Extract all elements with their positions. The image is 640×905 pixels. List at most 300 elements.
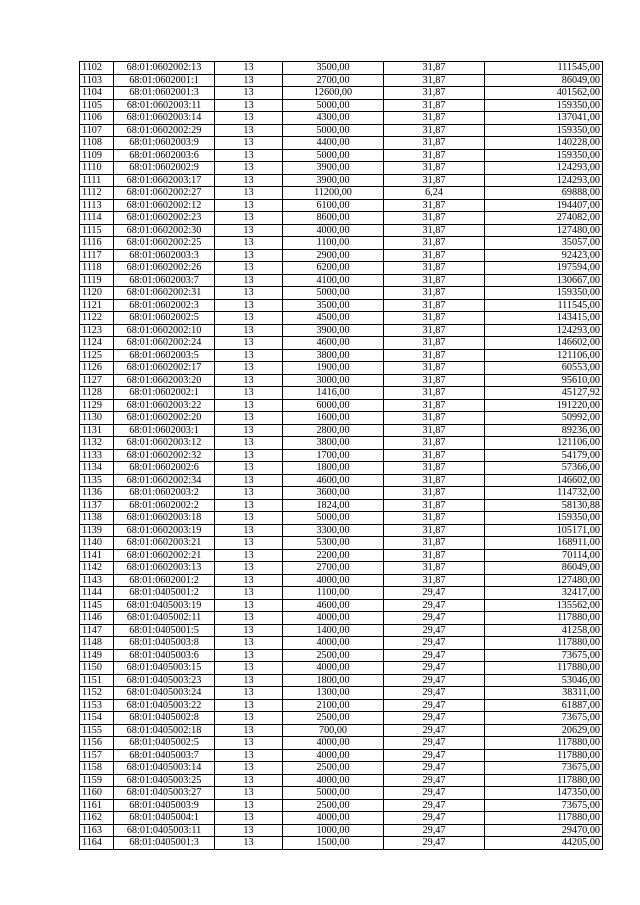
table-row	[80, 574, 603, 587]
amount-value: 61887,00	[485, 699, 603, 712]
row-number: 1138	[80, 512, 114, 525]
category-code: 13	[215, 162, 283, 175]
area-value: 5000,00	[283, 149, 384, 162]
amount-value: 140228,00	[485, 137, 603, 150]
amount-value: 117880,00	[485, 637, 603, 650]
table-row	[80, 287, 603, 300]
cadastral-number: 68:01:0602002:30	[114, 224, 215, 237]
cadastral-number: 68:01:0602002:26	[114, 262, 215, 275]
cadastral-number: 68:01:0602002:2	[114, 499, 215, 512]
table-row	[80, 137, 603, 150]
amount-value: 159350,00	[485, 99, 603, 112]
row-number: 1116	[80, 237, 114, 250]
row-number: 1155	[80, 724, 114, 737]
amount-value: 197594,00	[485, 262, 603, 275]
table-row	[80, 412, 603, 425]
amount-value: 127480,00	[485, 574, 603, 587]
amount-value: 146602,00	[485, 474, 603, 487]
cadastral-number: 68:01:0405003:7	[114, 749, 215, 762]
category-code: 13	[215, 212, 283, 225]
amount-value: 29470,00	[485, 824, 603, 837]
amount-value: 50992,00	[485, 412, 603, 425]
row-number: 1134	[80, 462, 114, 475]
category-code: 13	[215, 749, 283, 762]
cadastral-number: 68:01:0405003:8	[114, 637, 215, 650]
category-code: 13	[215, 149, 283, 162]
rate-value: 31,87	[384, 137, 485, 150]
rate-value: 29,47	[384, 812, 485, 825]
category-code: 13	[215, 262, 283, 275]
rate-value: 31,87	[384, 262, 485, 275]
cadastral-number: 68:01:0405003:22	[114, 699, 215, 712]
cadastral-number: 68:01:0405004:1	[114, 812, 215, 825]
row-number: 1150	[80, 662, 114, 675]
amount-value: 35057,00	[485, 237, 603, 250]
category-code: 13	[215, 124, 283, 137]
table-row	[80, 662, 603, 675]
table-row	[80, 724, 603, 737]
rate-value: 31,87	[384, 412, 485, 425]
cadastral-number: 68:01:0602003:11	[114, 99, 215, 112]
rate-value: 31,87	[384, 287, 485, 300]
row-number: 1151	[80, 674, 114, 687]
table-row	[80, 624, 603, 637]
amount-value: 147350,00	[485, 787, 603, 800]
area-value: 2100,00	[283, 699, 384, 712]
amount-value: 54179,00	[485, 449, 603, 462]
rate-value: 31,87	[384, 524, 485, 537]
row-number: 1128	[80, 387, 114, 400]
amount-value: 159350,00	[485, 512, 603, 525]
row-number: 1163	[80, 824, 114, 837]
row-number: 1125	[80, 349, 114, 362]
rate-value: 31,87	[384, 474, 485, 487]
amount-value: 159350,00	[485, 287, 603, 300]
category-code: 13	[215, 712, 283, 725]
rate-value: 29,47	[384, 599, 485, 612]
amount-value: 124293,00	[485, 324, 603, 337]
area-value: 1100,00	[283, 237, 384, 250]
amount-value: 127480,00	[485, 224, 603, 237]
table-row	[80, 112, 603, 125]
category-code: 13	[215, 649, 283, 662]
row-number: 1111	[80, 174, 114, 187]
category-code: 13	[215, 787, 283, 800]
row-number: 1112	[80, 187, 114, 200]
rate-value: 31,87	[384, 549, 485, 562]
table-row	[80, 424, 603, 437]
amount-value: 130667,00	[485, 274, 603, 287]
area-value: 4000,00	[283, 224, 384, 237]
amount-value: 121106,00	[485, 349, 603, 362]
category-code: 13	[215, 187, 283, 200]
amount-value: 73675,00	[485, 712, 603, 725]
table-row	[80, 787, 603, 800]
row-number: 1160	[80, 787, 114, 800]
amount-value: 117880,00	[485, 612, 603, 625]
row-number: 1148	[80, 637, 114, 650]
category-code: 13	[215, 587, 283, 600]
amount-value: 146602,00	[485, 337, 603, 350]
cadastral-number: 68:01:0405003:9	[114, 799, 215, 812]
area-value: 6200,00	[283, 262, 384, 275]
cadastral-number: 68:01:0602002:34	[114, 474, 215, 487]
category-code: 13	[215, 562, 283, 575]
table-row	[80, 649, 603, 662]
cadastral-number: 68:01:0602001:3	[114, 87, 215, 100]
area-value: 1600,00	[283, 412, 384, 425]
rate-value: 29,47	[384, 837, 485, 850]
table-row	[80, 62, 603, 75]
table-row	[80, 562, 603, 575]
amount-value: 53046,00	[485, 674, 603, 687]
cadastral-number: 68:01:0602002:3	[114, 299, 215, 312]
cadastral-number: 68:01:0602002:20	[114, 412, 215, 425]
table-row	[80, 312, 603, 325]
area-value: 5000,00	[283, 512, 384, 525]
rate-value: 29,47	[384, 799, 485, 812]
amount-value: 111545,00	[485, 62, 603, 75]
category-code: 13	[215, 362, 283, 375]
row-number: 1162	[80, 812, 114, 825]
table-row	[80, 337, 603, 350]
category-code: 13	[215, 99, 283, 112]
category-code: 13	[215, 762, 283, 775]
rate-value: 29,47	[384, 687, 485, 700]
rate-value: 29,47	[384, 662, 485, 675]
area-value: 3500,00	[283, 299, 384, 312]
amount-value: 135562,00	[485, 599, 603, 612]
area-value: 8600,00	[283, 212, 384, 225]
area-value: 2200,00	[283, 549, 384, 562]
rate-value: 29,47	[384, 774, 485, 787]
category-code: 13	[215, 624, 283, 637]
area-value: 12600,00	[283, 87, 384, 100]
rate-value: 31,87	[384, 112, 485, 125]
cadastral-number: 68:01:0602002:27	[114, 187, 215, 200]
rate-value: 31,87	[384, 299, 485, 312]
cadastral-number: 68:01:0602003:22	[114, 399, 215, 412]
table-row	[80, 637, 603, 650]
table-row	[80, 799, 603, 812]
area-value: 2500,00	[283, 799, 384, 812]
row-number: 1115	[80, 224, 114, 237]
row-number: 1157	[80, 749, 114, 762]
rate-value: 29,47	[384, 674, 485, 687]
row-number: 1117	[80, 249, 114, 262]
area-value: 6100,00	[283, 199, 384, 212]
amount-value: 117880,00	[485, 749, 603, 762]
rate-value: 31,87	[384, 249, 485, 262]
category-code: 13	[215, 437, 283, 450]
cadastral-number: 68:01:0602003:1	[114, 424, 215, 437]
land-tax-table	[79, 61, 603, 850]
cadastral-number: 68:01:0602003:9	[114, 137, 215, 150]
table-row	[80, 687, 603, 700]
rate-value: 31,87	[384, 224, 485, 237]
rate-value: 31,87	[384, 349, 485, 362]
cadastral-number: 68:01:0602002:32	[114, 449, 215, 462]
row-number: 1156	[80, 737, 114, 750]
amount-value: 89236,00	[485, 424, 603, 437]
amount-value: 111545,00	[485, 299, 603, 312]
amount-value: 73675,00	[485, 649, 603, 662]
area-value: 1400,00	[283, 624, 384, 637]
rate-value: 31,87	[384, 162, 485, 175]
rate-value: 31,87	[384, 399, 485, 412]
category-code: 13	[215, 112, 283, 125]
area-value: 4500,00	[283, 312, 384, 325]
amount-value: 114732,00	[485, 487, 603, 500]
cadastral-number: 68:01:0405002:18	[114, 724, 215, 737]
row-number: 1113	[80, 199, 114, 212]
cadastral-number: 68:01:0602001:2	[114, 574, 215, 587]
table-row	[80, 99, 603, 112]
rate-value: 31,87	[384, 274, 485, 287]
category-code: 13	[215, 324, 283, 337]
table-row	[80, 537, 603, 550]
rate-value: 31,87	[384, 199, 485, 212]
rate-value: 31,87	[384, 212, 485, 225]
category-code: 13	[215, 412, 283, 425]
cadastral-number: 68:01:0405002:8	[114, 712, 215, 725]
amount-value: 44205,00	[485, 837, 603, 850]
table-row	[80, 187, 603, 200]
cadastral-number: 68:01:0405001:3	[114, 837, 215, 850]
amount-value: 73675,00	[485, 799, 603, 812]
category-code: 13	[215, 424, 283, 437]
area-value: 1800,00	[283, 462, 384, 475]
table-row	[80, 674, 603, 687]
area-value: 3800,00	[283, 437, 384, 450]
rate-value: 31,87	[384, 487, 485, 500]
cadastral-number: 68:01:0602002:25	[114, 237, 215, 250]
table-row	[80, 449, 603, 462]
row-number: 1136	[80, 487, 114, 500]
cadastral-number: 68:01:0602003:12	[114, 437, 215, 450]
cadastral-number: 68:01:0405002:5	[114, 737, 215, 750]
cadastral-number: 68:01:0602003:7	[114, 274, 215, 287]
table-row	[80, 774, 603, 787]
category-code: 13	[215, 524, 283, 537]
category-code: 13	[215, 612, 283, 625]
table-row	[80, 437, 603, 450]
category-code: 13	[215, 824, 283, 837]
rate-value: 31,87	[384, 337, 485, 350]
rate-value: 31,87	[384, 574, 485, 587]
category-code: 13	[215, 487, 283, 500]
area-value: 2700,00	[283, 74, 384, 87]
cadastral-number: 68:01:0405003:27	[114, 787, 215, 800]
row-number: 1120	[80, 287, 114, 300]
amount-value: 168911,00	[485, 537, 603, 550]
area-value: 3900,00	[283, 162, 384, 175]
area-value: 4000,00	[283, 637, 384, 650]
cadastral-number: 68:01:0405001:5	[114, 624, 215, 637]
rate-value: 29,47	[384, 624, 485, 637]
rate-value: 31,87	[384, 462, 485, 475]
cadastral-number: 68:01:0602003:13	[114, 562, 215, 575]
area-value: 5300,00	[283, 537, 384, 550]
cadastral-number: 68:01:0405003:6	[114, 649, 215, 662]
area-value: 5000,00	[283, 124, 384, 137]
area-value: 11200,00	[283, 187, 384, 200]
area-value: 2500,00	[283, 649, 384, 662]
category-code: 13	[215, 574, 283, 587]
cadastral-number: 68:01:0602003:20	[114, 374, 215, 387]
amount-value: 105171,00	[485, 524, 603, 537]
category-code: 13	[215, 349, 283, 362]
category-code: 13	[215, 237, 283, 250]
table-row	[80, 837, 603, 850]
rate-value: 29,47	[384, 749, 485, 762]
rate-value: 31,87	[384, 149, 485, 162]
area-value: 1416,00	[283, 387, 384, 400]
cadastral-number: 68:01:0602002:29	[114, 124, 215, 137]
table-row	[80, 299, 603, 312]
cadastral-number: 68:01:0602002:9	[114, 162, 215, 175]
category-code: 13	[215, 599, 283, 612]
row-number: 1122	[80, 312, 114, 325]
row-number: 1118	[80, 262, 114, 275]
table-row	[80, 324, 603, 337]
rate-value: 29,47	[384, 737, 485, 750]
row-number: 1158	[80, 762, 114, 775]
cadastral-number: 68:01:0602002:17	[114, 362, 215, 375]
category-code: 13	[215, 812, 283, 825]
rate-value: 31,87	[384, 437, 485, 450]
amount-value: 38311,00	[485, 687, 603, 700]
row-number: 1129	[80, 399, 114, 412]
category-code: 13	[215, 799, 283, 812]
row-number: 1103	[80, 74, 114, 87]
area-value: 2500,00	[283, 712, 384, 725]
category-code: 13	[215, 662, 283, 675]
rate-value: 29,47	[384, 649, 485, 662]
area-value: 1100,00	[283, 587, 384, 600]
area-value: 1300,00	[283, 687, 384, 700]
row-number: 1104	[80, 87, 114, 100]
table-row	[80, 599, 603, 612]
amount-value: 121106,00	[485, 437, 603, 450]
category-code: 13	[215, 287, 283, 300]
cadastral-number: 68:01:0602002:21	[114, 549, 215, 562]
row-number: 1106	[80, 112, 114, 125]
table-row	[80, 499, 603, 512]
rate-value: 31,87	[384, 312, 485, 325]
rate-value: 31,87	[384, 449, 485, 462]
area-value: 3500,00	[283, 62, 384, 75]
category-code: 13	[215, 549, 283, 562]
category-code: 13	[215, 474, 283, 487]
cadastral-number: 68:01:0602003:6	[114, 149, 215, 162]
amount-value: 86049,00	[485, 74, 603, 87]
category-code: 13	[215, 387, 283, 400]
area-value: 4000,00	[283, 749, 384, 762]
rate-value: 31,87	[384, 537, 485, 550]
row-number: 1152	[80, 687, 114, 700]
cadastral-number: 68:01:0602001:1	[114, 74, 215, 87]
amount-value: 117880,00	[485, 662, 603, 675]
cadastral-number: 68:01:0405003:11	[114, 824, 215, 837]
row-number: 1140	[80, 537, 114, 550]
category-code: 13	[215, 224, 283, 237]
rate-value: 29,47	[384, 587, 485, 600]
row-number: 1146	[80, 612, 114, 625]
area-value: 1700,00	[283, 449, 384, 462]
row-number: 1102	[80, 62, 114, 75]
area-value: 1500,00	[283, 837, 384, 850]
table-row	[80, 812, 603, 825]
row-number: 1144	[80, 587, 114, 600]
table-row	[80, 262, 603, 275]
cadastral-number: 68:01:0405003:24	[114, 687, 215, 700]
table-row	[80, 374, 603, 387]
amount-value: 57366,00	[485, 462, 603, 475]
row-number: 1124	[80, 337, 114, 350]
category-code: 13	[215, 674, 283, 687]
amount-value: 95610,00	[485, 374, 603, 387]
area-value: 3000,00	[283, 374, 384, 387]
cadastral-number: 68:01:0602003:5	[114, 349, 215, 362]
rate-value: 31,87	[384, 424, 485, 437]
area-value: 1000,00	[283, 824, 384, 837]
table-row	[80, 612, 603, 625]
row-number: 1108	[80, 137, 114, 150]
table-body	[80, 62, 603, 850]
table-row	[80, 174, 603, 187]
category-code: 13	[215, 199, 283, 212]
category-code: 13	[215, 774, 283, 787]
row-number: 1153	[80, 699, 114, 712]
table-row	[80, 737, 603, 750]
rate-value: 31,87	[384, 387, 485, 400]
area-value: 3600,00	[283, 487, 384, 500]
area-value: 4000,00	[283, 737, 384, 750]
category-code: 13	[215, 249, 283, 262]
row-number: 1143	[80, 574, 114, 587]
table-row	[80, 149, 603, 162]
area-value: 4000,00	[283, 574, 384, 587]
table-row	[80, 712, 603, 725]
row-number: 1161	[80, 799, 114, 812]
row-number: 1109	[80, 149, 114, 162]
category-code: 13	[215, 699, 283, 712]
cadastral-number: 68:01:0602003:2	[114, 487, 215, 500]
row-number: 1154	[80, 712, 114, 725]
table-row	[80, 199, 603, 212]
row-number: 1119	[80, 274, 114, 287]
rate-value: 31,87	[384, 562, 485, 575]
row-number: 1141	[80, 549, 114, 562]
rate-value: 31,87	[384, 62, 485, 75]
cadastral-number: 68:01:0405002:11	[114, 612, 215, 625]
row-number: 1110	[80, 162, 114, 175]
category-code: 13	[215, 274, 283, 287]
area-value: 2500,00	[283, 762, 384, 775]
row-number: 1133	[80, 449, 114, 462]
table-row	[80, 474, 603, 487]
rate-value: 31,87	[384, 237, 485, 250]
category-code: 13	[215, 374, 283, 387]
area-value: 4000,00	[283, 662, 384, 675]
rate-value: 29,47	[384, 762, 485, 775]
amount-value: 124293,00	[485, 162, 603, 175]
amount-value: 32417,00	[485, 587, 603, 600]
cadastral-number: 68:01:0602002:5	[114, 312, 215, 325]
rate-value: 29,47	[384, 612, 485, 625]
amount-value: 60553,00	[485, 362, 603, 375]
